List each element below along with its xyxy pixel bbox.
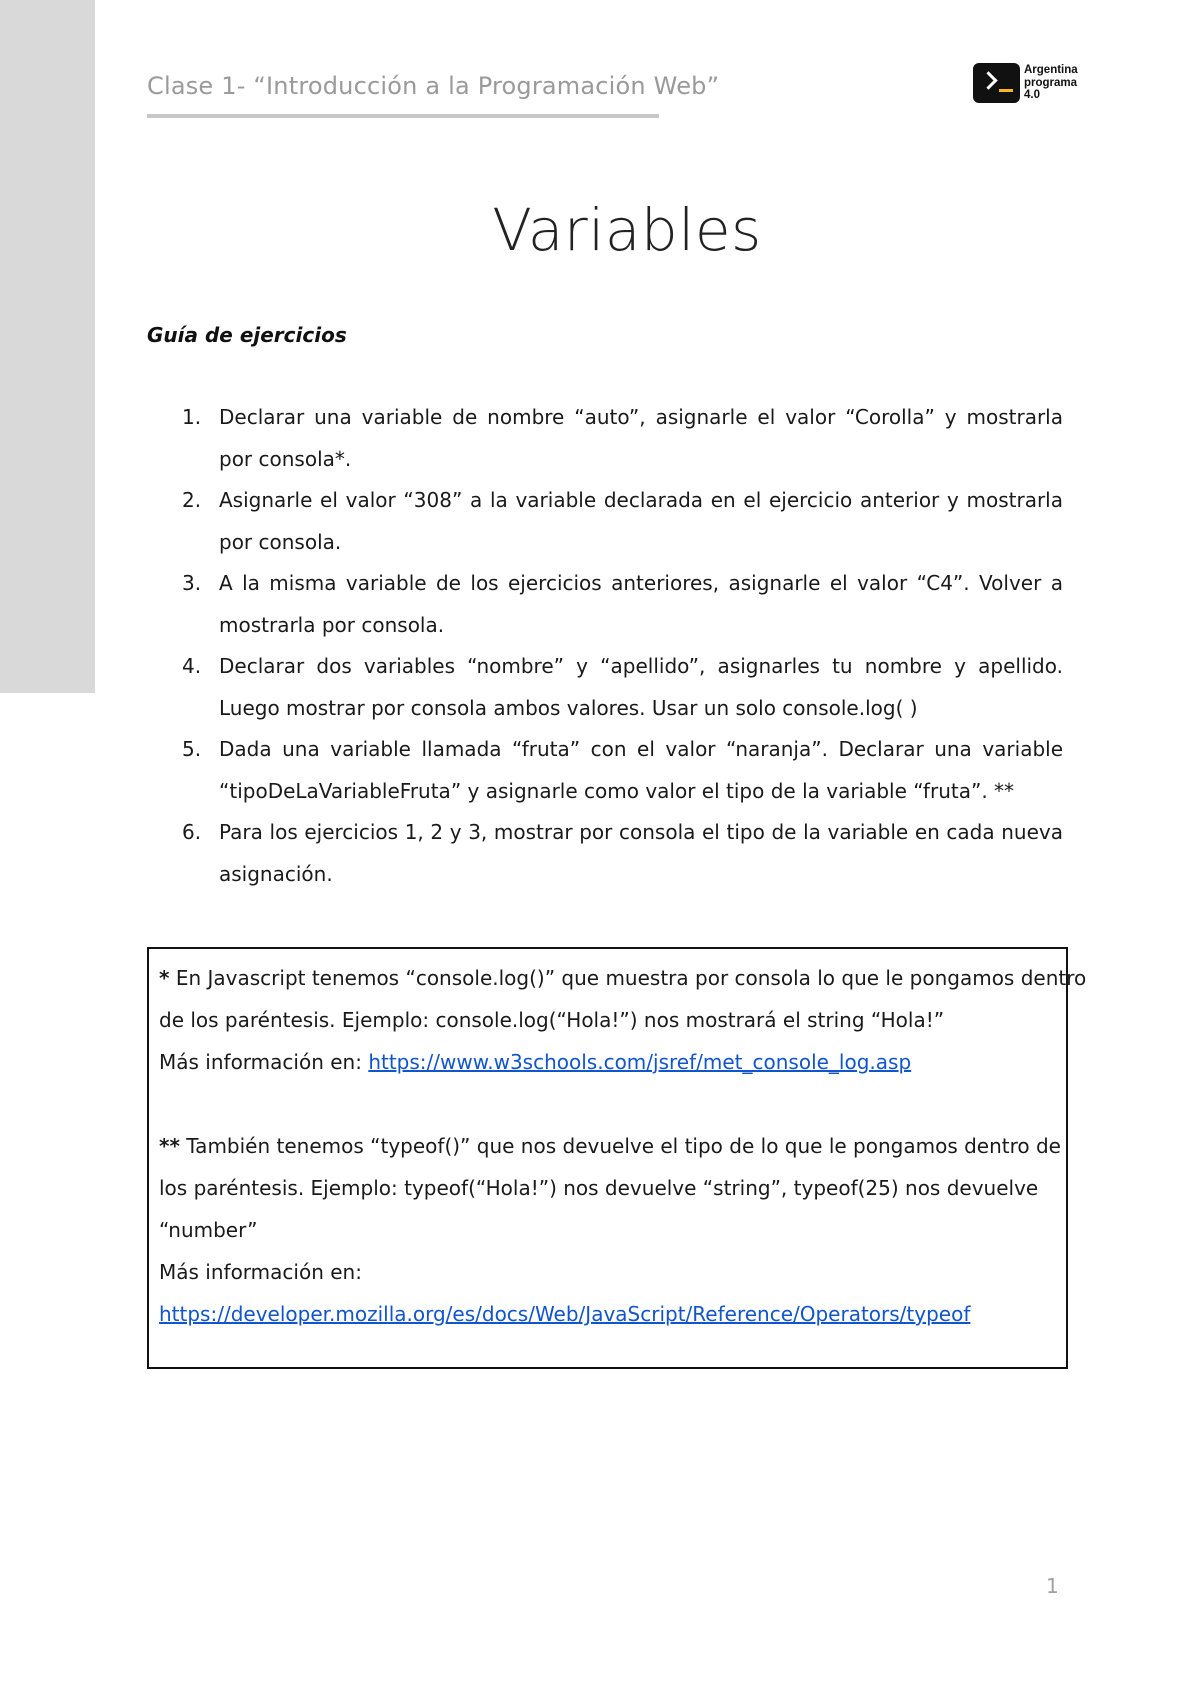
exercise-text: Para los ejercicios 1, 2 y 3, mostrar por consola el tipo de la variable en cada nueva asignación. <box>219 820 1063 886</box>
argentina-programa-logo <box>973 63 1078 103</box>
note-marker-1: * <box>159 966 170 990</box>
page-title: Variables <box>492 196 762 264</box>
header-title: Clase 1- “Introducción a la Programación Web” <box>147 72 720 100</box>
exercise-number: 4. <box>182 654 202 678</box>
exercise-item <box>147 480 1063 563</box>
exercise-item <box>147 563 1063 646</box>
note-console-log-line-1 <box>159 957 1087 999</box>
note-console-log-more <box>159 1041 1056 1083</box>
note-console-log-line-2: de los paréntesis. Ejemplo: console.log(“Hola!”) nos mostrará el string “Hola!” <box>159 1008 945 1032</box>
note-typeof-line-3: “number” <box>159 1218 258 1242</box>
section-heading: Guía de ejercicios <box>147 323 347 347</box>
exercise-number: 3. <box>182 571 202 595</box>
terminal-prompt-icon <box>973 63 1020 103</box>
page-number: 1 <box>1046 1574 1059 1598</box>
exercise-number: 1. <box>182 405 202 429</box>
w3schools-console-log-link[interactable]: https://www.w3schools.com/jsref/met_console_log.asp <box>368 1050 912 1074</box>
logo-line-3: 4.0 <box>1024 89 1040 102</box>
exercise-number: 6. <box>182 820 202 844</box>
exercise-text: Dada una variable llamada “fruta” con el valor “naranja”. Declarar una variable “tipoDeLaVariableFruta” y asignarle como valor el tipo de la variable “fruta”. ** <box>219 737 1063 803</box>
note-typeof-line-2: los paréntesis. Ejemplo: typeof(“Hola!”) nos devuelve “string”, typeof(25) nos devuelve <box>159 1176 1039 1200</box>
exercise-text: Declarar una variable de nombre “auto”, asignarle el valor “Corolla” y mostrarla por consola*. <box>219 405 1063 471</box>
exercise-item <box>147 812 1063 895</box>
exercise-list <box>147 397 1063 895</box>
footnote-box <box>147 947 1087 1369</box>
more-info-label: Más información en: <box>159 1050 369 1074</box>
exercise-item <box>147 397 1063 480</box>
note-console-log-text: En Javascript tenemos “console.log()” que muestra por consola lo que le pongamos dentro <box>169 966 1087 990</box>
exercise-item <box>147 729 1063 812</box>
note-marker-2: ** <box>159 1134 180 1158</box>
logo-line-1: Argentina <box>1024 64 1078 77</box>
exercise-text: Declarar dos variables “nombre” y “apellido”, asignarles tu nombre y apellido. Luego mostrar por consola ambos valores. Usar un solo console.log( ) <box>219 654 1063 720</box>
note-typeof-line-1 <box>159 1125 1061 1167</box>
note-typeof-text: También tenemos “typeof()” que nos devuelve el tipo de lo que le pongamos dentro de <box>179 1134 1061 1158</box>
exercise-number: 5. <box>182 737 202 761</box>
exercise-item <box>147 646 1063 729</box>
exercise-text: Asignarle el valor “308” a la variable declarada en el ejercicio anterior y mostrarla por consola. <box>219 488 1063 554</box>
more-info-label: Más información en: <box>159 1260 362 1284</box>
logo-text <box>1024 64 1078 102</box>
note-spacer <box>159 1083 1056 1125</box>
exercise-number: 2. <box>182 488 202 512</box>
exercise-text: A la misma variable de los ejercicios anteriores, asignarle el valor “C4”. Volver a mostrarla por consola. <box>219 571 1063 637</box>
header-divider <box>147 114 659 118</box>
mdn-typeof-link[interactable]: https://developer.mozilla.org/es/docs/Web/JavaScript/Reference/Operators/typeof <box>159 1302 971 1326</box>
side-decoration-bar <box>0 0 95 693</box>
logo-line-2: programa <box>1024 76 1078 89</box>
